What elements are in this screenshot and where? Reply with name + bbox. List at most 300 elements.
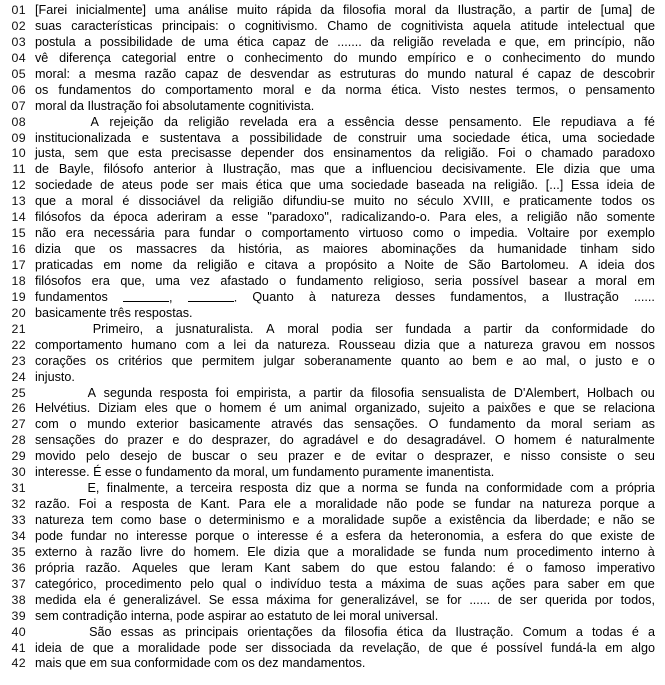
word: do	[104, 433, 119, 448]
word: ......	[469, 592, 491, 607]
word: procedimento	[516, 544, 593, 559]
line-text	[35, 67, 655, 83]
word: descobrir	[602, 66, 655, 81]
line-number: 14	[11, 210, 26, 225]
word: de	[433, 576, 448, 591]
word: suas	[456, 576, 483, 591]
word: é	[108, 592, 116, 607]
word: norma	[361, 481, 398, 496]
text-line	[0, 162, 665, 178]
word: que	[319, 481, 341, 496]
word: fundamento	[296, 273, 364, 288]
word: propósito	[325, 258, 378, 272]
word: de	[35, 162, 50, 177]
word: São	[89, 624, 112, 639]
word: à	[205, 162, 213, 177]
word: e	[334, 449, 342, 464]
word: filósofos	[35, 273, 82, 288]
word: o	[204, 401, 212, 416]
word: à	[647, 544, 655, 559]
word: a	[463, 321, 471, 336]
word: que	[189, 560, 211, 575]
line-text	[35, 131, 655, 147]
text-line	[0, 258, 665, 274]
blank-answer-field[interactable]	[188, 290, 234, 302]
word: do	[141, 82, 156, 97]
word: dissociável	[138, 194, 201, 209]
word: que	[571, 528, 593, 543]
word: que	[376, 560, 398, 575]
word: da	[513, 513, 528, 527]
text-line	[0, 545, 665, 561]
text-line	[0, 83, 665, 99]
word: na	[472, 178, 487, 193]
word: nome	[131, 258, 163, 272]
word: dizia	[563, 162, 590, 177]
word: se	[641, 513, 655, 527]
word: a	[122, 640, 130, 655]
word: revelada	[239, 114, 288, 129]
word: sido	[631, 242, 655, 257]
word: ideia	[597, 258, 625, 272]
word: o	[568, 82, 576, 97]
word: seu	[634, 449, 655, 464]
word: as	[295, 242, 310, 257]
word: buscar	[191, 449, 230, 464]
paragraph-indent	[35, 625, 80, 641]
word: justa,	[35, 146, 66, 161]
word: a	[65, 194, 73, 209]
word: ser	[196, 178, 214, 193]
line-text	[35, 593, 655, 609]
word: ao	[448, 353, 463, 368]
word: testa	[329, 576, 357, 591]
word: filósofos	[35, 210, 82, 225]
word: através	[271, 417, 313, 432]
word: pensamento	[585, 82, 655, 97]
word: Visto	[431, 82, 460, 97]
word: evitar	[375, 449, 407, 464]
text-line	[0, 322, 665, 338]
word: revelada	[442, 34, 491, 49]
word: que,	[120, 273, 145, 288]
word: do	[549, 528, 564, 543]
word: leram	[221, 560, 253, 575]
word: gravou	[541, 337, 581, 352]
word: consiste	[560, 449, 607, 464]
word: com	[35, 417, 59, 432]
word: sensualista	[421, 385, 485, 400]
line-text	[35, 210, 655, 226]
word: de	[640, 178, 655, 193]
line-text	[35, 242, 655, 258]
word: aderiram	[156, 210, 207, 225]
word: Kant.	[200, 497, 230, 512]
word: como	[120, 513, 152, 527]
word: com	[569, 481, 594, 496]
word: termos,	[516, 82, 559, 97]
word: impedia.	[470, 226, 518, 241]
word: à	[308, 289, 316, 304]
word: não	[633, 34, 655, 49]
word: .......	[337, 34, 362, 49]
word: se	[425, 592, 440, 607]
word: ou	[640, 385, 655, 400]
word: a	[231, 130, 239, 145]
word: da	[209, 194, 224, 209]
word: Bayle,	[58, 162, 94, 177]
line-text	[35, 258, 655, 274]
word: citava	[264, 258, 298, 272]
word: a	[298, 385, 306, 400]
line-number: 05	[11, 66, 26, 81]
word: de	[351, 449, 366, 464]
word: livre	[140, 544, 164, 559]
word: é	[507, 560, 515, 575]
word: saber	[567, 576, 600, 591]
word: Bartolomeu.	[501, 258, 569, 272]
line-text	[35, 290, 655, 307]
word: liberdade;	[534, 513, 591, 527]
word: e	[172, 433, 180, 448]
text-line	[0, 354, 665, 370]
word: do	[333, 50, 348, 65]
word: ideia	[35, 640, 62, 655]
word: da	[469, 242, 484, 257]
word: decisivamente.	[441, 162, 526, 177]
word: podia	[331, 321, 363, 336]
word: A	[266, 321, 275, 336]
text-line	[0, 306, 665, 322]
word: muito	[353, 194, 385, 209]
word: externo	[35, 544, 78, 559]
word: indivíduo	[270, 576, 321, 591]
word: funda	[425, 481, 458, 496]
word: que	[307, 544, 329, 559]
word: ela	[84, 592, 101, 607]
word: a	[330, 528, 338, 543]
line-number: 06	[11, 82, 26, 97]
word: Voltaire	[527, 226, 570, 241]
line-text	[35, 577, 655, 593]
word: Essa	[570, 178, 599, 193]
word: os	[109, 242, 123, 257]
text-line	[0, 497, 665, 513]
word: da	[525, 321, 540, 336]
word: institucionalizada	[35, 130, 131, 145]
word: agradável	[302, 433, 359, 448]
line-number: 36	[11, 560, 26, 575]
word: a	[299, 497, 307, 512]
word: desses	[395, 289, 436, 304]
line-number: 19	[11, 289, 26, 304]
word: comportamento	[261, 226, 350, 241]
word: terceira	[190, 481, 233, 496]
word: fundamento	[449, 417, 516, 432]
word: ética	[255, 178, 283, 193]
word: época	[113, 210, 148, 225]
word: uma	[562, 130, 587, 145]
word: da	[172, 258, 187, 272]
word: basear	[528, 273, 568, 288]
word: sociedade	[350, 178, 409, 193]
line-number: 16	[11, 242, 26, 257]
word: religião.	[493, 178, 538, 193]
word: principais:	[161, 18, 219, 33]
word: exemplo	[607, 226, 655, 241]
word: de	[428, 640, 443, 655]
word: razão.	[35, 497, 71, 512]
text-line	[0, 242, 665, 258]
word: ser	[245, 640, 263, 655]
word: era	[298, 114, 317, 129]
word: é	[480, 640, 488, 655]
word: para	[533, 576, 559, 591]
word: principais	[185, 624, 239, 639]
word: praticamente	[519, 194, 593, 209]
word: que	[553, 401, 575, 416]
word: intelectual	[567, 18, 625, 33]
line-number: 37	[11, 576, 26, 591]
word: o	[279, 273, 287, 288]
word: o	[484, 50, 492, 65]
word: a	[308, 258, 316, 272]
line-text	[35, 561, 655, 577]
word: por	[579, 226, 598, 241]
word: existe	[600, 528, 634, 543]
word: base	[159, 513, 187, 527]
word: generalizável,	[340, 592, 419, 607]
word: ações	[491, 576, 526, 591]
word: todos	[601, 194, 633, 209]
text-line	[0, 417, 665, 433]
word: o	[617, 449, 625, 464]
word: religião	[188, 114, 230, 129]
word: abominações	[381, 242, 457, 257]
word: fundar	[474, 497, 511, 512]
word: empirista,	[236, 385, 292, 400]
word: pelo	[190, 576, 214, 591]
word: e	[367, 433, 375, 448]
word: desagradável.	[406, 433, 486, 448]
line-text	[35, 497, 655, 513]
word: praticadas	[35, 258, 94, 272]
word: que	[92, 640, 114, 655]
text-line	[0, 513, 665, 529]
word: dissociada	[271, 640, 331, 655]
word: nestes	[469, 82, 507, 97]
line-number: 15	[11, 226, 26, 241]
word: a	[104, 497, 112, 512]
word: pelo	[85, 449, 110, 464]
word: dizia	[35, 242, 61, 257]
word: que	[451, 640, 473, 655]
word: de	[498, 592, 513, 607]
word: Quanto	[252, 289, 294, 304]
word: ideia	[606, 178, 634, 193]
word: Holbach	[586, 385, 634, 400]
word: religião	[232, 194, 274, 209]
word: de	[100, 178, 115, 193]
word: famoso	[544, 560, 586, 575]
line-text	[35, 51, 655, 67]
word: de	[640, 3, 655, 17]
line-number: 39	[11, 608, 26, 623]
word: das	[323, 417, 344, 432]
word: O	[428, 417, 439, 432]
word: Ele	[535, 162, 554, 177]
word: do	[171, 544, 186, 559]
word: que	[107, 146, 129, 161]
word: qual	[222, 576, 247, 591]
word: a	[217, 337, 225, 352]
word: desse	[404, 114, 439, 129]
word: essência	[344, 114, 395, 129]
text-line	[0, 67, 665, 83]
word: Ele	[532, 114, 551, 129]
word: mundo	[616, 50, 655, 65]
word: possibilidade	[249, 130, 323, 145]
word: permitem	[202, 353, 255, 368]
word: Para	[238, 497, 266, 512]
word: mal,	[545, 353, 570, 368]
word: esta	[138, 146, 162, 161]
word: fundamentos	[35, 289, 108, 304]
line-number: 18	[11, 273, 26, 288]
word: esfera	[506, 528, 542, 543]
word: estruturas	[339, 66, 396, 81]
word: eles,	[475, 210, 502, 225]
word: moral	[262, 82, 295, 97]
word: natureza	[331, 289, 381, 304]
word: análise	[188, 3, 229, 17]
word: a	[647, 624, 655, 639]
text-line	[0, 433, 665, 449]
line-number: 40	[11, 624, 26, 639]
word: conhecimento	[244, 50, 323, 65]
word: uma	[417, 130, 442, 145]
word: que	[171, 353, 193, 368]
word: é	[122, 194, 130, 209]
word: paixões	[487, 401, 531, 416]
word: moral	[394, 3, 427, 17]
word: era	[65, 226, 84, 241]
word: própria	[615, 481, 655, 496]
word: que	[633, 576, 655, 591]
line-text	[35, 35, 655, 51]
word: os	[95, 353, 109, 368]
paragraph-indent	[35, 481, 80, 497]
word: para	[164, 226, 190, 241]
word: da	[388, 528, 403, 543]
word: fundá-la	[551, 640, 597, 655]
blank-answer-field[interactable]	[123, 290, 169, 302]
word: categórico,	[35, 576, 97, 591]
word: critérios	[118, 353, 163, 368]
word: partir	[540, 3, 570, 17]
word: o	[524, 146, 532, 161]
line-text	[35, 162, 655, 178]
word: era	[91, 273, 110, 288]
word: .	[188, 290, 238, 307]
word: em	[103, 258, 121, 272]
paragraph-indent	[35, 115, 80, 131]
word: partir	[483, 321, 513, 336]
word: sujeito	[428, 401, 465, 416]
word: moral	[595, 273, 627, 288]
word: não	[576, 210, 598, 225]
word: cognitivismo.	[244, 18, 318, 33]
word: ao	[522, 353, 537, 368]
word: do	[188, 433, 203, 448]
line-text: basicamente três respostas.	[35, 305, 193, 320]
word: construir	[358, 130, 407, 145]
word: história,	[238, 242, 283, 257]
line-text	[35, 338, 655, 354]
word: a	[215, 210, 223, 225]
word: num	[483, 544, 509, 559]
text-line	[0, 338, 665, 354]
word: ser	[519, 592, 538, 607]
word: revelação,	[361, 640, 421, 655]
word: partir	[313, 385, 343, 400]
word: organizado,	[354, 401, 421, 416]
word: dos	[634, 258, 655, 272]
word: de	[492, 385, 507, 400]
word: o	[647, 353, 655, 368]
word: Kant	[264, 560, 291, 575]
word: na	[519, 497, 534, 512]
word: paradoxo	[602, 146, 655, 161]
line-text	[35, 386, 655, 402]
word: mundo	[427, 66, 466, 81]
word: interno	[601, 544, 640, 559]
line-number: 24	[11, 369, 26, 384]
word: natureza.	[277, 337, 330, 352]
word: A	[90, 114, 99, 129]
word: a	[347, 481, 355, 496]
word: Para	[439, 210, 466, 225]
word: capaz	[184, 66, 219, 81]
line-number: 23	[11, 353, 26, 368]
line-text	[35, 417, 655, 433]
line-text	[35, 19, 655, 35]
word: a	[524, 3, 532, 17]
line-number: 27	[11, 417, 26, 432]
word: basicamente	[189, 417, 261, 432]
word: prazer	[127, 433, 164, 448]
word: moralidade	[352, 544, 415, 559]
word: categorial	[121, 50, 177, 65]
line-number: 28	[11, 433, 26, 448]
text-line	[0, 210, 665, 226]
word: for	[446, 592, 462, 607]
word: muito	[236, 3, 268, 17]
text-line	[0, 178, 665, 194]
line-text: injusto.	[35, 369, 75, 384]
word: é	[269, 401, 277, 416]
line-number: 08	[11, 114, 26, 129]
word: rápida	[276, 3, 312, 17]
word: moral:	[35, 66, 70, 81]
word: interesse	[257, 528, 309, 543]
word: desvendar	[250, 66, 309, 81]
word: o	[240, 449, 248, 464]
text-line	[0, 625, 665, 641]
word: afastado	[220, 273, 269, 288]
word: da	[370, 34, 385, 49]
word: determinismo	[209, 513, 285, 527]
